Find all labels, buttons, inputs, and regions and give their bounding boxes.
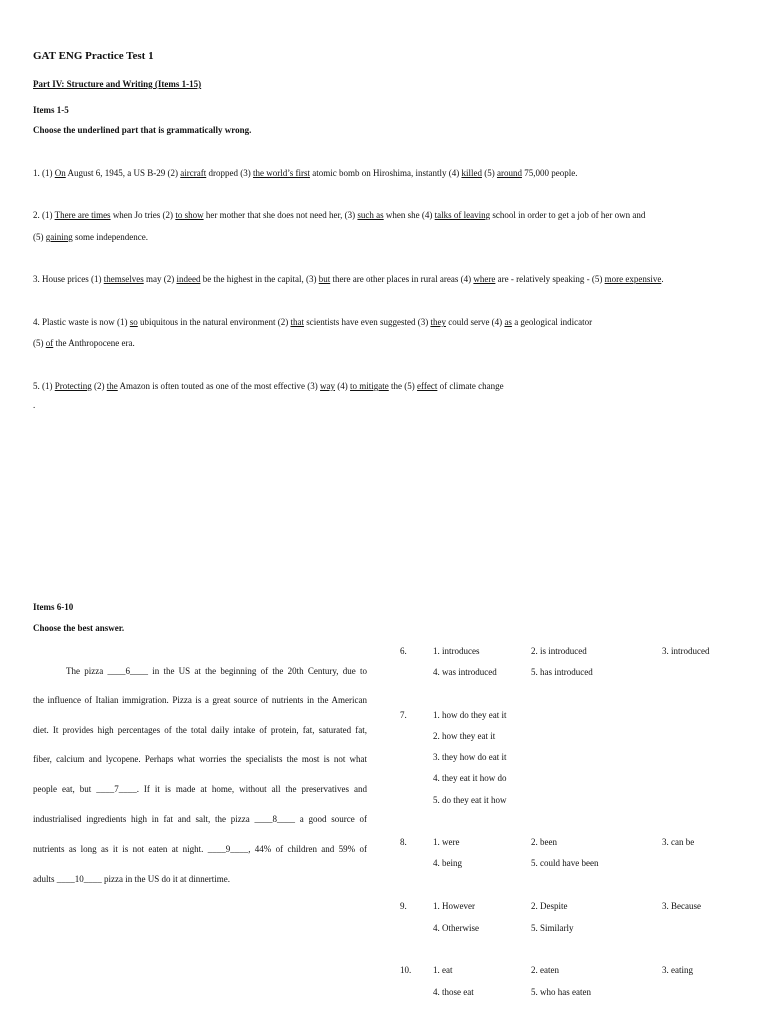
question-text: August 6, 1945, a US B-29 (2) [65,168,181,178]
question-text: ubiquitous in the natural environment (2) [137,317,291,327]
underlined-option: Protecting [54,381,92,391]
passage-line: The pizza ____6____ in the US at the beginning of the 20th Century, due to [66,666,367,676]
answer-7-number: 7. [400,710,407,720]
answer-10-option-4[interactable]: 4. those eat [433,987,474,997]
passage-line: nutrients as long as it is not eaten at night. ____9____, 44% of children and 59% of [33,844,367,854]
underlined-option: aircraft [180,168,207,178]
underlined-option: the [106,381,118,391]
question-3 [33,274,664,284]
underlined-option: where [473,274,496,284]
question-text: a geological indicator [511,317,593,327]
answer-7-option-2[interactable]: 2. how they eat it [433,731,496,741]
question-text: could serve (4) [445,317,505,327]
passage-line: people eat, but ____7____. If it is made at home, without all the preservatives and [33,784,367,794]
question-text: 3. House prices (1) [33,274,104,284]
underlined-option: themselves [103,274,144,284]
answer-8-option-4[interactable]: 4. being [433,858,462,868]
question-text: (4) [335,381,351,391]
answer-7-option-4[interactable]: 4. they eat it how do [433,773,507,783]
answer-10-option-1[interactable]: 1. eat [433,965,453,975]
answer-9-option-3[interactable]: 3. Because [662,901,701,911]
answer-10-number: 10. [400,965,412,975]
answer-9-option-2[interactable]: 2. Despite [531,901,568,911]
underlined-option: effect [417,381,438,391]
passage-line: the influence of Italian immigration. Pizza is a great source of nutrients in the American [33,695,367,705]
answer-6-option-5[interactable]: 5. has introduced [531,667,593,677]
question-text: her mother that she does not need her, (3) [203,210,358,220]
underlined-option: There are times [54,210,111,220]
question-text: be the highest in the capital, (3) [200,274,319,284]
section-1-instruction: Choose the underlined part that is grammatically wrong. [33,125,252,135]
passage-line: fiber, calcium and lycopene. Perhaps what worries the specialists the most is not what [33,754,367,764]
question-text: 4. Plastic waste is now (1) [33,317,130,327]
question-text: the Anthropocene era. [53,338,135,348]
underlined-option: as [504,317,512,327]
answer-7-option-1[interactable]: 1. how do they eat it [433,710,507,720]
answer-8-option-3[interactable]: 3. can be [662,837,695,847]
answer-7-option-5[interactable]: 5. do they eat it how [433,795,507,805]
section-2-title: Items 6-10 [33,602,74,612]
question-text: dropped (3) [206,168,253,178]
answer-10-option-2[interactable]: 2. eaten [531,965,559,975]
question-text: some independence. [72,232,148,242]
section-2-instruction: Choose the best answer. [33,623,125,633]
question-text: Amazon is often touted as one of the most effective (3) [117,381,321,391]
answer-6-number: 6. [400,646,407,656]
answer-6-option-2[interactable]: 2. is introduced [531,646,587,656]
underlined-option: to show [175,210,204,220]
passage-line: industrialised ingredients high in fat and salt, the pizza ____8____ a good source of [33,814,367,824]
question-text: (5) [481,168,497,178]
underlined-option: gaining [45,232,73,242]
answer-9-number: 9. [400,901,407,911]
underlined-option: around [496,168,522,178]
answer-10-option-5[interactable]: 5. who has eaten [531,987,591,997]
stray-dot: . [33,400,36,410]
underlined-option: more expensive [604,274,662,284]
question-text: 5. (1) [33,381,55,391]
underlined-option: talks of leaving [434,210,491,220]
underlined-option: way [320,381,336,391]
question-2-line-1 [33,210,645,220]
question-text: 2. (1) [33,210,55,220]
underlined-option: to mitigate [350,381,389,391]
question-text: may (2) [143,274,177,284]
document-title: GAT ENG Practice Test 1 [33,50,154,62]
answer-6-option-4[interactable]: 4. was introduced [433,667,497,677]
underlined-option: but [318,274,331,284]
question-text: school in order to get a job of her own and [490,210,646,220]
underlined-option: killed [461,168,482,178]
question-text: (2) [91,381,107,391]
underlined-option: such as [357,210,384,220]
answer-6-option-3[interactable]: 3. introduced [662,646,710,656]
question-1 [33,168,577,178]
answer-8-option-1[interactable]: 1. were [433,837,460,847]
question-text: scientists have even suggested (3) [303,317,431,327]
underlined-option: so [129,317,138,327]
answer-9-option-4[interactable]: 4. Otherwise [433,923,479,933]
question-text: when she (4) [383,210,435,220]
underlined-option: that [290,317,304,327]
question-text: 1. (1) [33,168,55,178]
question-2-line-2 [33,232,148,242]
question-text: (5) [33,232,46,242]
question-text: the (5) [388,381,418,391]
answer-10-option-3[interactable]: 3. eating [662,965,693,975]
underlined-option: On [54,168,66,178]
section-1-title: Items 1-5 [33,105,69,115]
question-text: when Jo tries (2) [110,210,176,220]
answer-9-option-1[interactable]: 1. However [433,901,475,911]
passage-line: adults ____10____ pizza in the US do it at dinnertime. [33,874,230,884]
underlined-option: they [430,317,446,327]
question-text: 75,000 people. [521,168,578,178]
question-text: there are other places in rural areas (4) [330,274,474,284]
passage-line: diet. It provides high percentages of the total daily intake of protein, fat, saturated fat, [33,725,367,735]
question-text: (5) [33,338,46,348]
underlined-option: indeed [176,274,201,284]
question-4-line-1 [33,317,592,327]
question-text: atomic bomb on Hiroshima, instantly (4) [309,168,462,178]
underlined-option: of [45,338,54,348]
answer-8-option-2[interactable]: 2. been [531,837,557,847]
question-text: . [661,274,664,284]
question-text: are - relatively speaking - (5) [495,274,605,284]
answer-8-option-5[interactable]: 5. could have been [531,858,599,868]
answer-7-option-3[interactable]: 3. they how do eat it [433,752,507,762]
question-5 [33,381,504,391]
answer-8-number: 8. [400,837,407,847]
answer-9-option-5[interactable]: 5. Similarly [531,923,574,933]
underlined-option: the world’s first [252,168,310,178]
answer-6-option-1[interactable]: 1. introduces [433,646,480,656]
part-title: Part IV: Structure and Writing (Items 1-15) [33,79,202,89]
question-4-line-2 [33,338,135,348]
question-text: of climate change [437,381,504,391]
